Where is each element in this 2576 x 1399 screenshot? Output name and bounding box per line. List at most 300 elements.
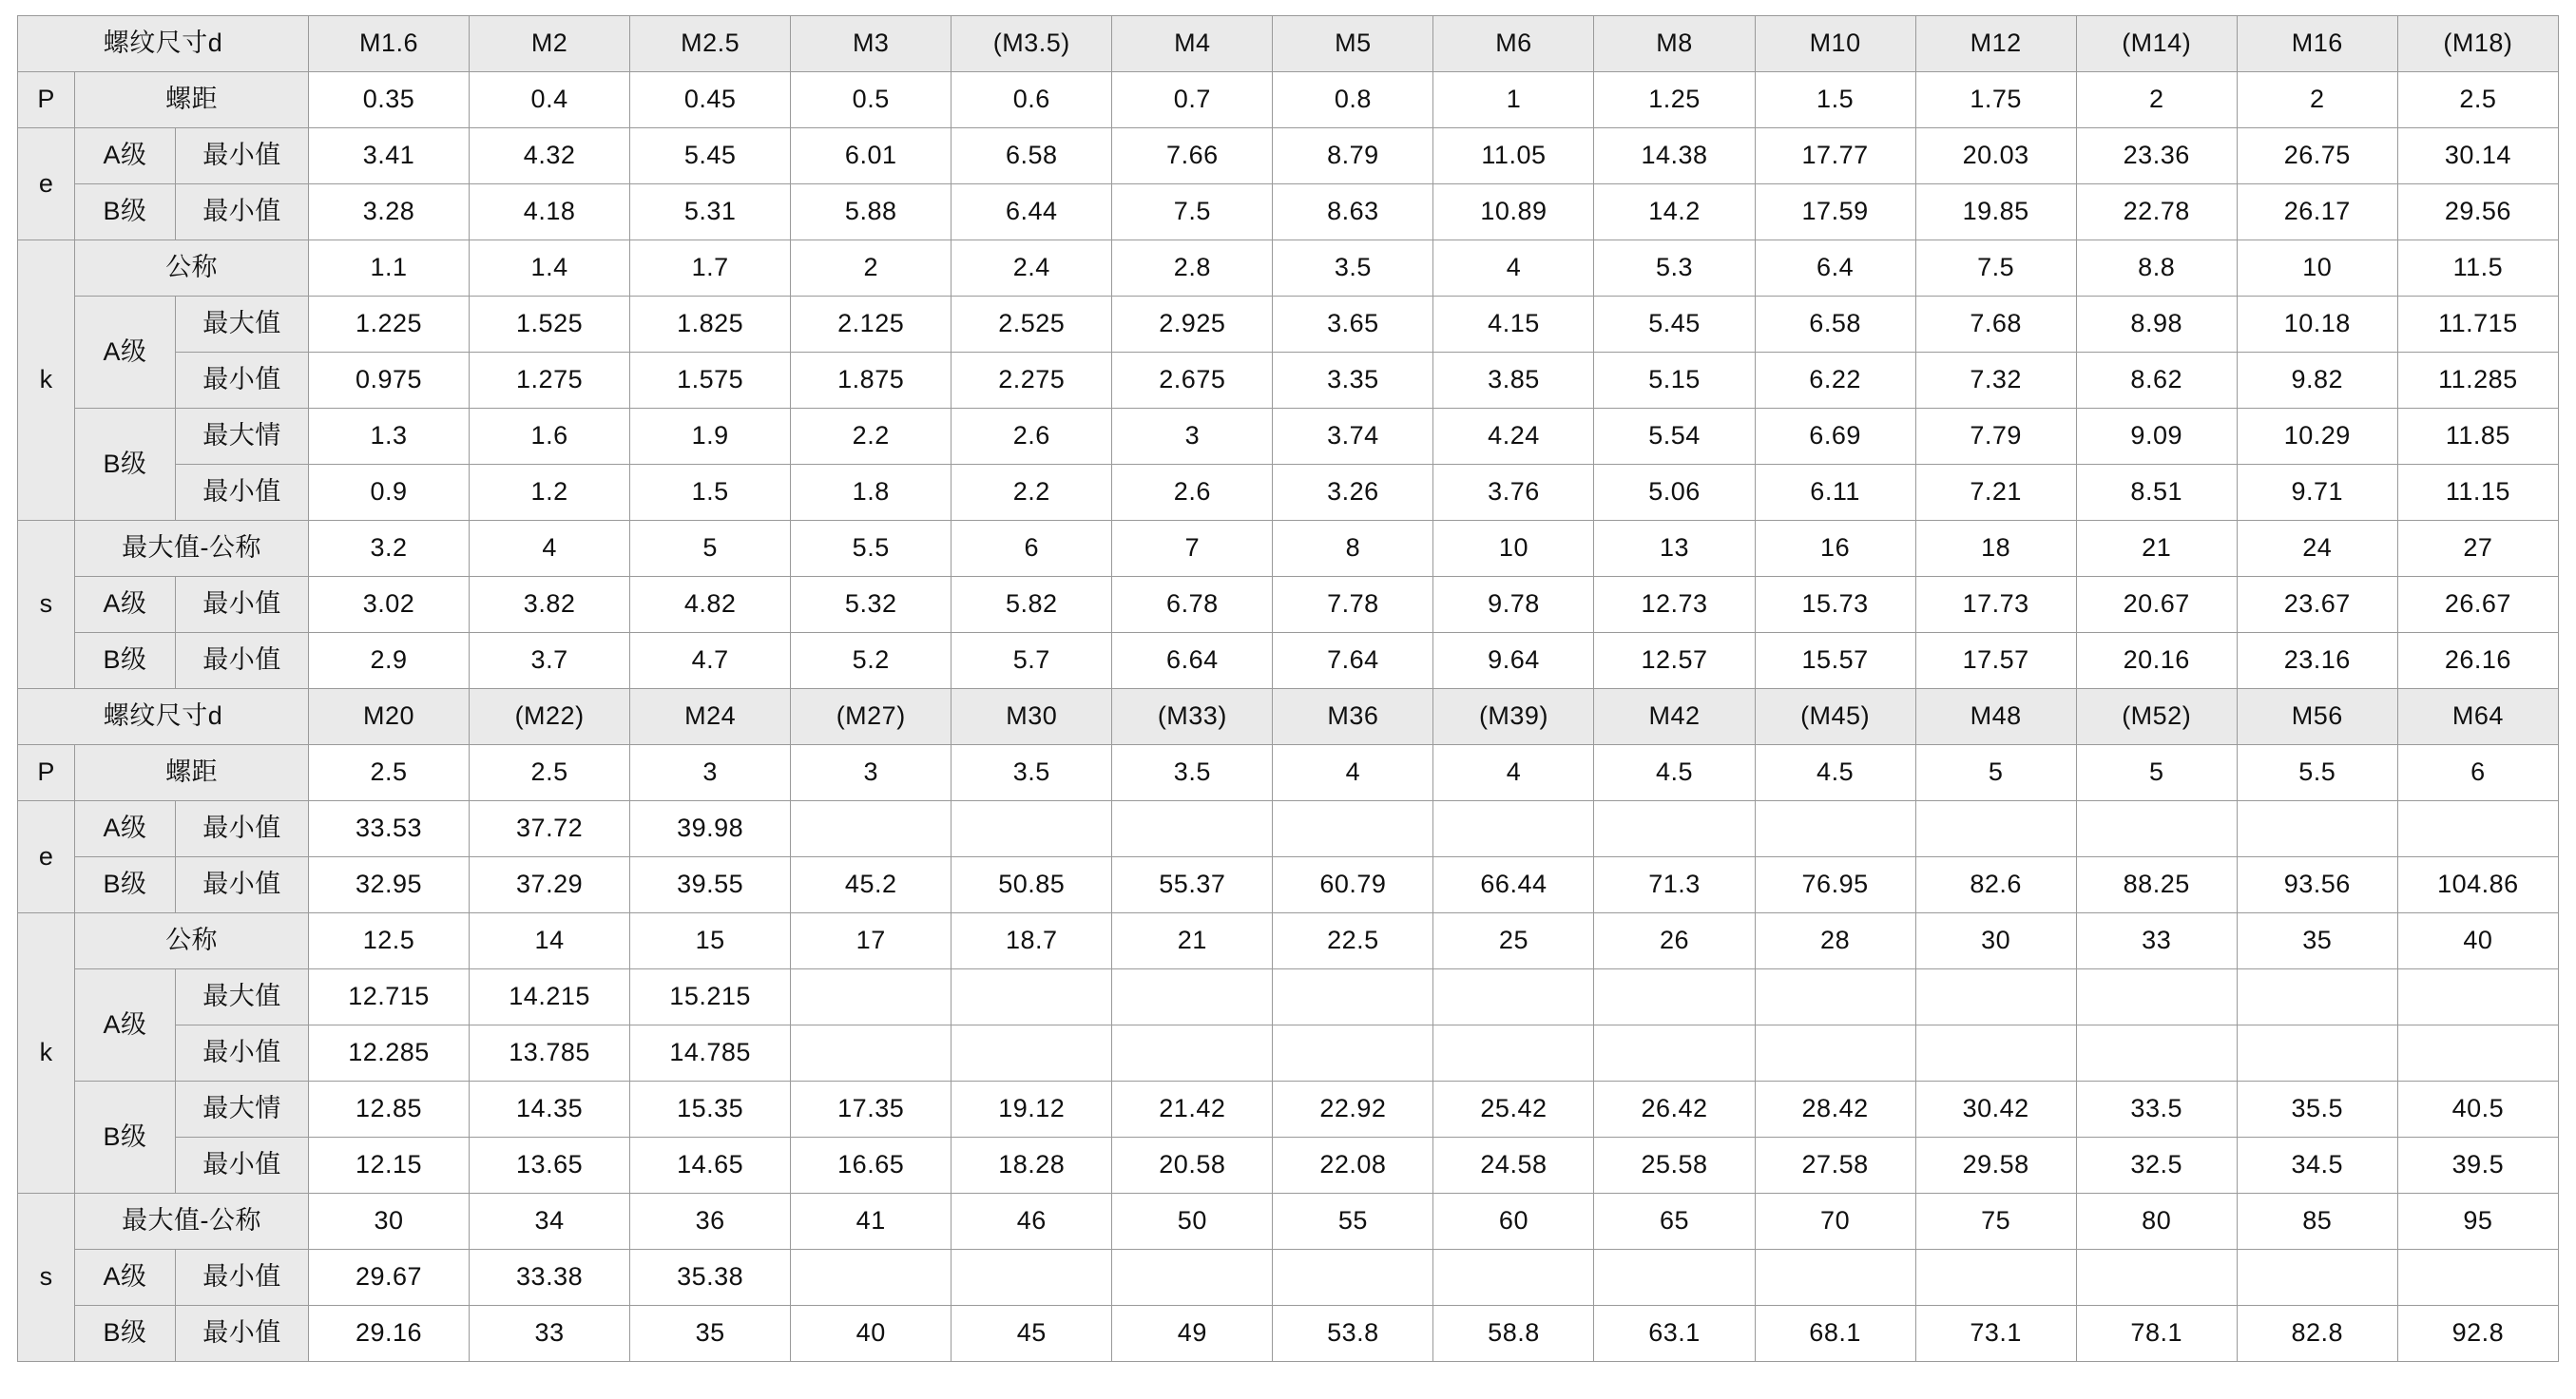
value-cell: 3.85 (1433, 353, 1594, 409)
value-cell: 4.24 (1433, 409, 1594, 465)
value-cell (1433, 1025, 1594, 1082)
min-label: 最小值 (175, 1250, 308, 1306)
value-cell: 1.575 (630, 353, 791, 409)
value-cell (1112, 969, 1273, 1025)
value-cell: 4.32 (470, 128, 630, 184)
value-cell: 4.82 (630, 577, 791, 633)
value-cell: 30 (1915, 913, 2076, 969)
min-label: 最小值 (175, 128, 308, 184)
value-cell: 22.78 (2076, 184, 2237, 240)
value-cell: 19.12 (952, 1082, 1112, 1138)
value-cell: 9.82 (2237, 353, 2397, 409)
value-cell: 10 (1433, 521, 1594, 577)
value-cell: 8.62 (2076, 353, 2237, 409)
value-cell: 53.8 (1273, 1306, 1433, 1362)
pitch-label: 螺距 (75, 72, 309, 128)
value-cell: 1.6 (470, 409, 630, 465)
value-cell (1915, 1250, 2076, 1306)
value-cell: 8.79 (1273, 128, 1433, 184)
value-cell: 34.5 (2237, 1138, 2397, 1194)
value-cell: 17.35 (791, 1082, 952, 1138)
e-grade-b-row (18, 184, 2559, 240)
s-grade-a-row (18, 577, 2559, 633)
value-cell: 80 (2076, 1194, 2237, 1250)
value-cell (952, 1025, 1112, 1082)
value-cell: 2.4 (952, 240, 1112, 297)
value-cell (2076, 1250, 2237, 1306)
min-label: 最小值 (175, 184, 308, 240)
value-cell: 0.5 (791, 72, 952, 128)
value-cell: 1 (1433, 72, 1594, 128)
thread-size-cell: M8 (1594, 16, 1755, 72)
value-cell: 58.8 (1433, 1306, 1594, 1362)
value-cell: 7.78 (1273, 577, 1433, 633)
value-cell (791, 1250, 952, 1306)
value-cell: 1.2 (470, 465, 630, 521)
value-cell: 55 (1273, 1194, 1433, 1250)
value-cell: 82.8 (2237, 1306, 2397, 1362)
value-cell: 4 (1433, 240, 1594, 297)
value-cell: 8.63 (1273, 184, 1433, 240)
s-grade-a-row (18, 1250, 2559, 1306)
value-cell: 7.32 (1915, 353, 2076, 409)
thread-size-cell: (M52) (2076, 689, 2237, 745)
value-cell: 20.58 (1112, 1138, 1273, 1194)
value-cell (952, 969, 1112, 1025)
value-cell: 7.68 (1915, 297, 2076, 353)
symbol-s: s (18, 521, 75, 689)
value-cell: 2.925 (1112, 297, 1273, 353)
value-cell: 29.56 (2397, 184, 2558, 240)
thread-size-cell: M5 (1273, 16, 1433, 72)
value-cell: 6.4 (1755, 240, 1915, 297)
value-cell: 1.8 (791, 465, 952, 521)
value-cell: 2.6 (952, 409, 1112, 465)
value-cell: 70 (1755, 1194, 1915, 1250)
grade-a-label: A级 (75, 297, 176, 409)
value-cell: 24.58 (1433, 1138, 1594, 1194)
value-cell: 5.32 (791, 577, 952, 633)
value-cell: 33.5 (2076, 1082, 2237, 1138)
value-cell: 0.6 (952, 72, 1112, 128)
value-cell: 3.65 (1273, 297, 1433, 353)
value-cell: 2 (791, 240, 952, 297)
thread-size-cell: M4 (1112, 16, 1273, 72)
value-cell: 14.2 (1594, 184, 1755, 240)
min-label: 最小值 (175, 353, 308, 409)
k-grade-b-min-row (18, 465, 2559, 521)
value-cell: 68.1 (1755, 1306, 1915, 1362)
min-label: 最小值 (175, 857, 308, 913)
value-cell: 12.15 (308, 1138, 469, 1194)
value-cell: 15.215 (630, 969, 791, 1025)
value-cell: 25.42 (1433, 1082, 1594, 1138)
value-cell: 32.5 (2076, 1138, 2237, 1194)
value-cell: 5.7 (952, 633, 1112, 689)
value-cell: 6.64 (1112, 633, 1273, 689)
value-cell: 0.7 (1112, 72, 1273, 128)
value-cell: 1.25 (1594, 72, 1755, 128)
min-label: 最小值 (175, 633, 308, 689)
value-cell: 30.14 (2397, 128, 2558, 184)
value-cell: 21 (1112, 913, 1273, 969)
value-cell: 7.21 (1915, 465, 2076, 521)
value-cell: 45.2 (791, 857, 952, 913)
value-cell: 93.56 (2237, 857, 2397, 913)
value-cell: 17.59 (1755, 184, 1915, 240)
value-cell: 9.71 (2237, 465, 2397, 521)
value-cell: 2 (2237, 72, 2397, 128)
max-label: 最大值 (175, 969, 308, 1025)
nominal-label: 公称 (75, 913, 309, 969)
value-cell: 63.1 (1594, 1306, 1755, 1362)
value-cell: 1.75 (1915, 72, 2076, 128)
value-cell: 6.11 (1755, 465, 1915, 521)
thread-size-cell: (M14) (2076, 16, 2237, 72)
value-cell: 2.2 (791, 409, 952, 465)
value-cell (1112, 1250, 1273, 1306)
value-cell: 7.64 (1273, 633, 1433, 689)
value-cell: 39.55 (630, 857, 791, 913)
value-cell: 55.37 (1112, 857, 1273, 913)
value-cell: 6.22 (1755, 353, 1915, 409)
value-cell: 85 (2237, 1194, 2397, 1250)
value-cell: 26 (1594, 913, 1755, 969)
thread-size-header-row (18, 16, 2559, 72)
value-cell (2076, 969, 2237, 1025)
value-cell: 37.29 (470, 857, 630, 913)
value-cell: 104.86 (2397, 857, 2558, 913)
value-cell: 12.57 (1594, 633, 1755, 689)
value-cell: 36 (630, 1194, 791, 1250)
symbol-e: e (18, 128, 75, 240)
value-cell: 2.525 (952, 297, 1112, 353)
value-cell: 7.66 (1112, 128, 1273, 184)
k-grade-b-max-row (18, 409, 2559, 465)
value-cell: 25 (1433, 913, 1594, 969)
value-cell: 20.16 (2076, 633, 2237, 689)
value-cell (1594, 1250, 1755, 1306)
value-cell: 5.5 (2237, 745, 2397, 801)
min-label: 最小值 (175, 577, 308, 633)
min-label: 最小值 (175, 1138, 308, 1194)
fastener-dimensions-table (17, 15, 2559, 1362)
value-cell: 1.275 (470, 353, 630, 409)
thread-size-cell: (M27) (791, 689, 952, 745)
value-cell: 17 (791, 913, 952, 969)
value-cell (1915, 801, 2076, 857)
thread-size-cell: M2.5 (630, 16, 791, 72)
value-cell: 7 (1112, 521, 1273, 577)
value-cell: 4 (470, 521, 630, 577)
value-cell: 30 (308, 1194, 469, 1250)
value-cell (1755, 801, 1915, 857)
value-cell: 6 (952, 521, 1112, 577)
value-cell: 12.73 (1594, 577, 1755, 633)
value-cell: 9.78 (1433, 577, 1594, 633)
value-cell (791, 801, 952, 857)
value-cell: 8.8 (2076, 240, 2237, 297)
value-cell: 3.02 (308, 577, 469, 633)
value-cell: 29.16 (308, 1306, 469, 1362)
value-cell: 4.5 (1755, 745, 1915, 801)
value-cell (2397, 1025, 2558, 1082)
thread-size-cell: M3 (791, 16, 952, 72)
value-cell: 5.54 (1594, 409, 1755, 465)
value-cell: 7.5 (1915, 240, 2076, 297)
thread-size-cell: M56 (2237, 689, 2397, 745)
value-cell (1273, 1250, 1433, 1306)
value-cell: 3.2 (308, 521, 469, 577)
value-cell: 35.38 (630, 1250, 791, 1306)
value-cell (2076, 1025, 2237, 1082)
value-cell (1594, 1025, 1755, 1082)
value-cell: 5 (630, 521, 791, 577)
thread-size-cell: M24 (630, 689, 791, 745)
value-cell (1433, 1250, 1594, 1306)
value-cell: 14.35 (470, 1082, 630, 1138)
value-cell: 6 (2397, 745, 2558, 801)
grade-b-label: B级 (75, 409, 176, 521)
value-cell: 32.95 (308, 857, 469, 913)
value-cell: 24 (2237, 521, 2397, 577)
thread-size-cell: (M45) (1755, 689, 1915, 745)
min-label: 最小值 (175, 801, 308, 857)
value-cell: 40.5 (2397, 1082, 2558, 1138)
value-cell: 18.7 (952, 913, 1112, 969)
value-cell: 11.15 (2397, 465, 2558, 521)
value-cell (1433, 969, 1594, 1025)
value-cell: 4 (1273, 745, 1433, 801)
min-label: 最小值 (175, 1025, 308, 1082)
pitch-row (18, 72, 2559, 128)
thread-size-label: 螺纹尺寸d (18, 16, 309, 72)
value-cell (1755, 1025, 1915, 1082)
value-cell: 4 (1433, 745, 1594, 801)
symbol-k: k (18, 240, 75, 521)
value-cell: 35.5 (2237, 1082, 2397, 1138)
value-cell (1755, 1250, 1915, 1306)
value-cell: 45 (952, 1306, 1112, 1362)
value-cell: 4.7 (630, 633, 791, 689)
grade-a-label: A级 (75, 1250, 176, 1306)
value-cell: 33 (2076, 913, 2237, 969)
value-cell: 10.89 (1433, 184, 1594, 240)
value-cell: 3.5 (1273, 240, 1433, 297)
value-cell: 5.45 (630, 128, 791, 184)
k-grade-b-min-row (18, 1138, 2559, 1194)
value-cell: 82.6 (1915, 857, 2076, 913)
value-cell: 60.79 (1273, 857, 1433, 913)
value-cell: 95 (2397, 1194, 2558, 1250)
grade-b-label: B级 (75, 1306, 176, 1362)
value-cell: 15.73 (1755, 577, 1915, 633)
grade-a-label: A级 (75, 577, 176, 633)
value-cell: 23.67 (2237, 577, 2397, 633)
value-cell (1273, 969, 1433, 1025)
value-cell: 3.28 (308, 184, 469, 240)
max-nominal-label: 最大值-公称 (75, 521, 309, 577)
value-cell: 2.5 (470, 745, 630, 801)
value-cell: 26.16 (2397, 633, 2558, 689)
k-grade-a-min-row (18, 353, 2559, 409)
value-cell: 33.53 (308, 801, 469, 857)
min-label: 最小值 (175, 465, 308, 521)
value-cell (1433, 801, 1594, 857)
grade-a-label: A级 (75, 969, 176, 1082)
value-cell: 8.98 (2076, 297, 2237, 353)
value-cell: 3.26 (1273, 465, 1433, 521)
value-cell (2076, 801, 2237, 857)
value-cell: 50.85 (952, 857, 1112, 913)
thread-size-cell: (M3.5) (952, 16, 1112, 72)
thread-size-cell: M36 (1273, 689, 1433, 745)
value-cell: 3.7 (470, 633, 630, 689)
thread-size-header-row (18, 689, 2559, 745)
value-cell: 9.09 (2076, 409, 2237, 465)
value-cell: 5.88 (791, 184, 952, 240)
value-cell: 3.5 (1112, 745, 1273, 801)
pitch-row (18, 745, 2559, 801)
value-cell: 16.65 (791, 1138, 952, 1194)
value-cell: 26.17 (2237, 184, 2397, 240)
value-cell: 3.35 (1273, 353, 1433, 409)
value-cell: 18.28 (952, 1138, 1112, 1194)
value-cell (2237, 1025, 2397, 1082)
value-cell: 40 (791, 1306, 952, 1362)
value-cell: 14.65 (630, 1138, 791, 1194)
value-cell: 12.85 (308, 1082, 469, 1138)
value-cell: 6.78 (1112, 577, 1273, 633)
value-cell: 7.79 (1915, 409, 2076, 465)
value-cell: 2.8 (1112, 240, 1273, 297)
max-label: 最大情 (175, 1082, 308, 1138)
value-cell: 1.525 (470, 297, 630, 353)
value-cell: 60 (1433, 1194, 1594, 1250)
value-cell (2237, 969, 2397, 1025)
thread-size-cell: (M22) (470, 689, 630, 745)
max-label: 最大值 (175, 297, 308, 353)
value-cell: 2 (2076, 72, 2237, 128)
k-grade-b-max-row (18, 1082, 2559, 1138)
value-cell: 29.67 (308, 1250, 469, 1306)
k-nominal-row (18, 913, 2559, 969)
value-cell: 41 (791, 1194, 952, 1250)
value-cell: 28 (1755, 913, 1915, 969)
symbol-k: k (18, 913, 75, 1194)
value-cell: 34 (470, 1194, 630, 1250)
value-cell: 3.74 (1273, 409, 1433, 465)
value-cell: 75 (1915, 1194, 2076, 1250)
value-cell: 1.5 (1755, 72, 1915, 128)
value-cell: 25.58 (1594, 1138, 1755, 1194)
value-cell: 0.975 (308, 353, 469, 409)
value-cell: 1.7 (630, 240, 791, 297)
value-cell: 7.5 (1112, 184, 1273, 240)
value-cell: 2.675 (1112, 353, 1273, 409)
thread-size-cell: (M18) (2397, 16, 2558, 72)
value-cell: 35 (630, 1306, 791, 1362)
value-cell: 18 (1915, 521, 2076, 577)
thread-size-cell: M16 (2237, 16, 2397, 72)
value-cell: 5.45 (1594, 297, 1755, 353)
grade-b-label: B级 (75, 184, 176, 240)
value-cell: 11.715 (2397, 297, 2558, 353)
value-cell: 20.03 (1915, 128, 2076, 184)
value-cell: 21.42 (1112, 1082, 1273, 1138)
value-cell: 5.82 (952, 577, 1112, 633)
symbol-p: P (18, 72, 75, 128)
value-cell: 1.1 (308, 240, 469, 297)
value-cell (2397, 969, 2558, 1025)
thread-size-label: 螺纹尺寸d (18, 689, 309, 745)
value-cell: 13 (1594, 521, 1755, 577)
value-cell: 46 (952, 1194, 1112, 1250)
value-cell: 13.65 (470, 1138, 630, 1194)
value-cell: 6.58 (952, 128, 1112, 184)
symbol-p: P (18, 745, 75, 801)
value-cell (791, 969, 952, 1025)
value-cell: 2.5 (308, 745, 469, 801)
value-cell: 11.285 (2397, 353, 2558, 409)
value-cell: 12.5 (308, 913, 469, 969)
value-cell (2397, 1250, 2558, 1306)
value-cell: 37.72 (470, 801, 630, 857)
value-cell: 4.15 (1433, 297, 1594, 353)
value-cell: 20.67 (2076, 577, 2237, 633)
value-cell: 26.75 (2237, 128, 2397, 184)
value-cell (1915, 969, 2076, 1025)
value-cell: 5 (1915, 745, 2076, 801)
value-cell: 27.58 (1755, 1138, 1915, 1194)
min-label: 最小值 (175, 1306, 308, 1362)
value-cell: 3.82 (470, 577, 630, 633)
value-cell: 12.715 (308, 969, 469, 1025)
value-cell: 5.31 (630, 184, 791, 240)
value-cell: 12.285 (308, 1025, 469, 1082)
s-max-nominal-row (18, 521, 2559, 577)
value-cell: 3 (791, 745, 952, 801)
thread-size-cell: M10 (1755, 16, 1915, 72)
value-cell: 17.77 (1755, 128, 1915, 184)
value-cell: 1.825 (630, 297, 791, 353)
value-cell: 2.2 (952, 465, 1112, 521)
value-cell: 0.8 (1273, 72, 1433, 128)
value-cell: 5.06 (1594, 465, 1755, 521)
value-cell: 3.41 (308, 128, 469, 184)
value-cell: 2.275 (952, 353, 1112, 409)
value-cell: 35 (2237, 913, 2397, 969)
value-cell: 50 (1112, 1194, 1273, 1250)
value-cell: 22.08 (1273, 1138, 1433, 1194)
value-cell: 88.25 (2076, 857, 2237, 913)
value-cell (952, 1250, 1112, 1306)
value-cell: 33.38 (470, 1250, 630, 1306)
value-cell: 19.85 (1915, 184, 2076, 240)
value-cell: 16 (1755, 521, 1915, 577)
value-cell: 23.36 (2076, 128, 2237, 184)
value-cell (1915, 1025, 2076, 1082)
symbol-e: e (18, 801, 75, 913)
value-cell: 9.64 (1433, 633, 1594, 689)
value-cell: 3.5 (952, 745, 1112, 801)
value-cell: 22.92 (1273, 1082, 1433, 1138)
thread-size-cell: (M39) (1433, 689, 1594, 745)
value-cell: 66.44 (1433, 857, 1594, 913)
thread-size-cell: M2 (470, 16, 630, 72)
thread-size-cell: M20 (308, 689, 469, 745)
value-cell: 11.05 (1433, 128, 1594, 184)
